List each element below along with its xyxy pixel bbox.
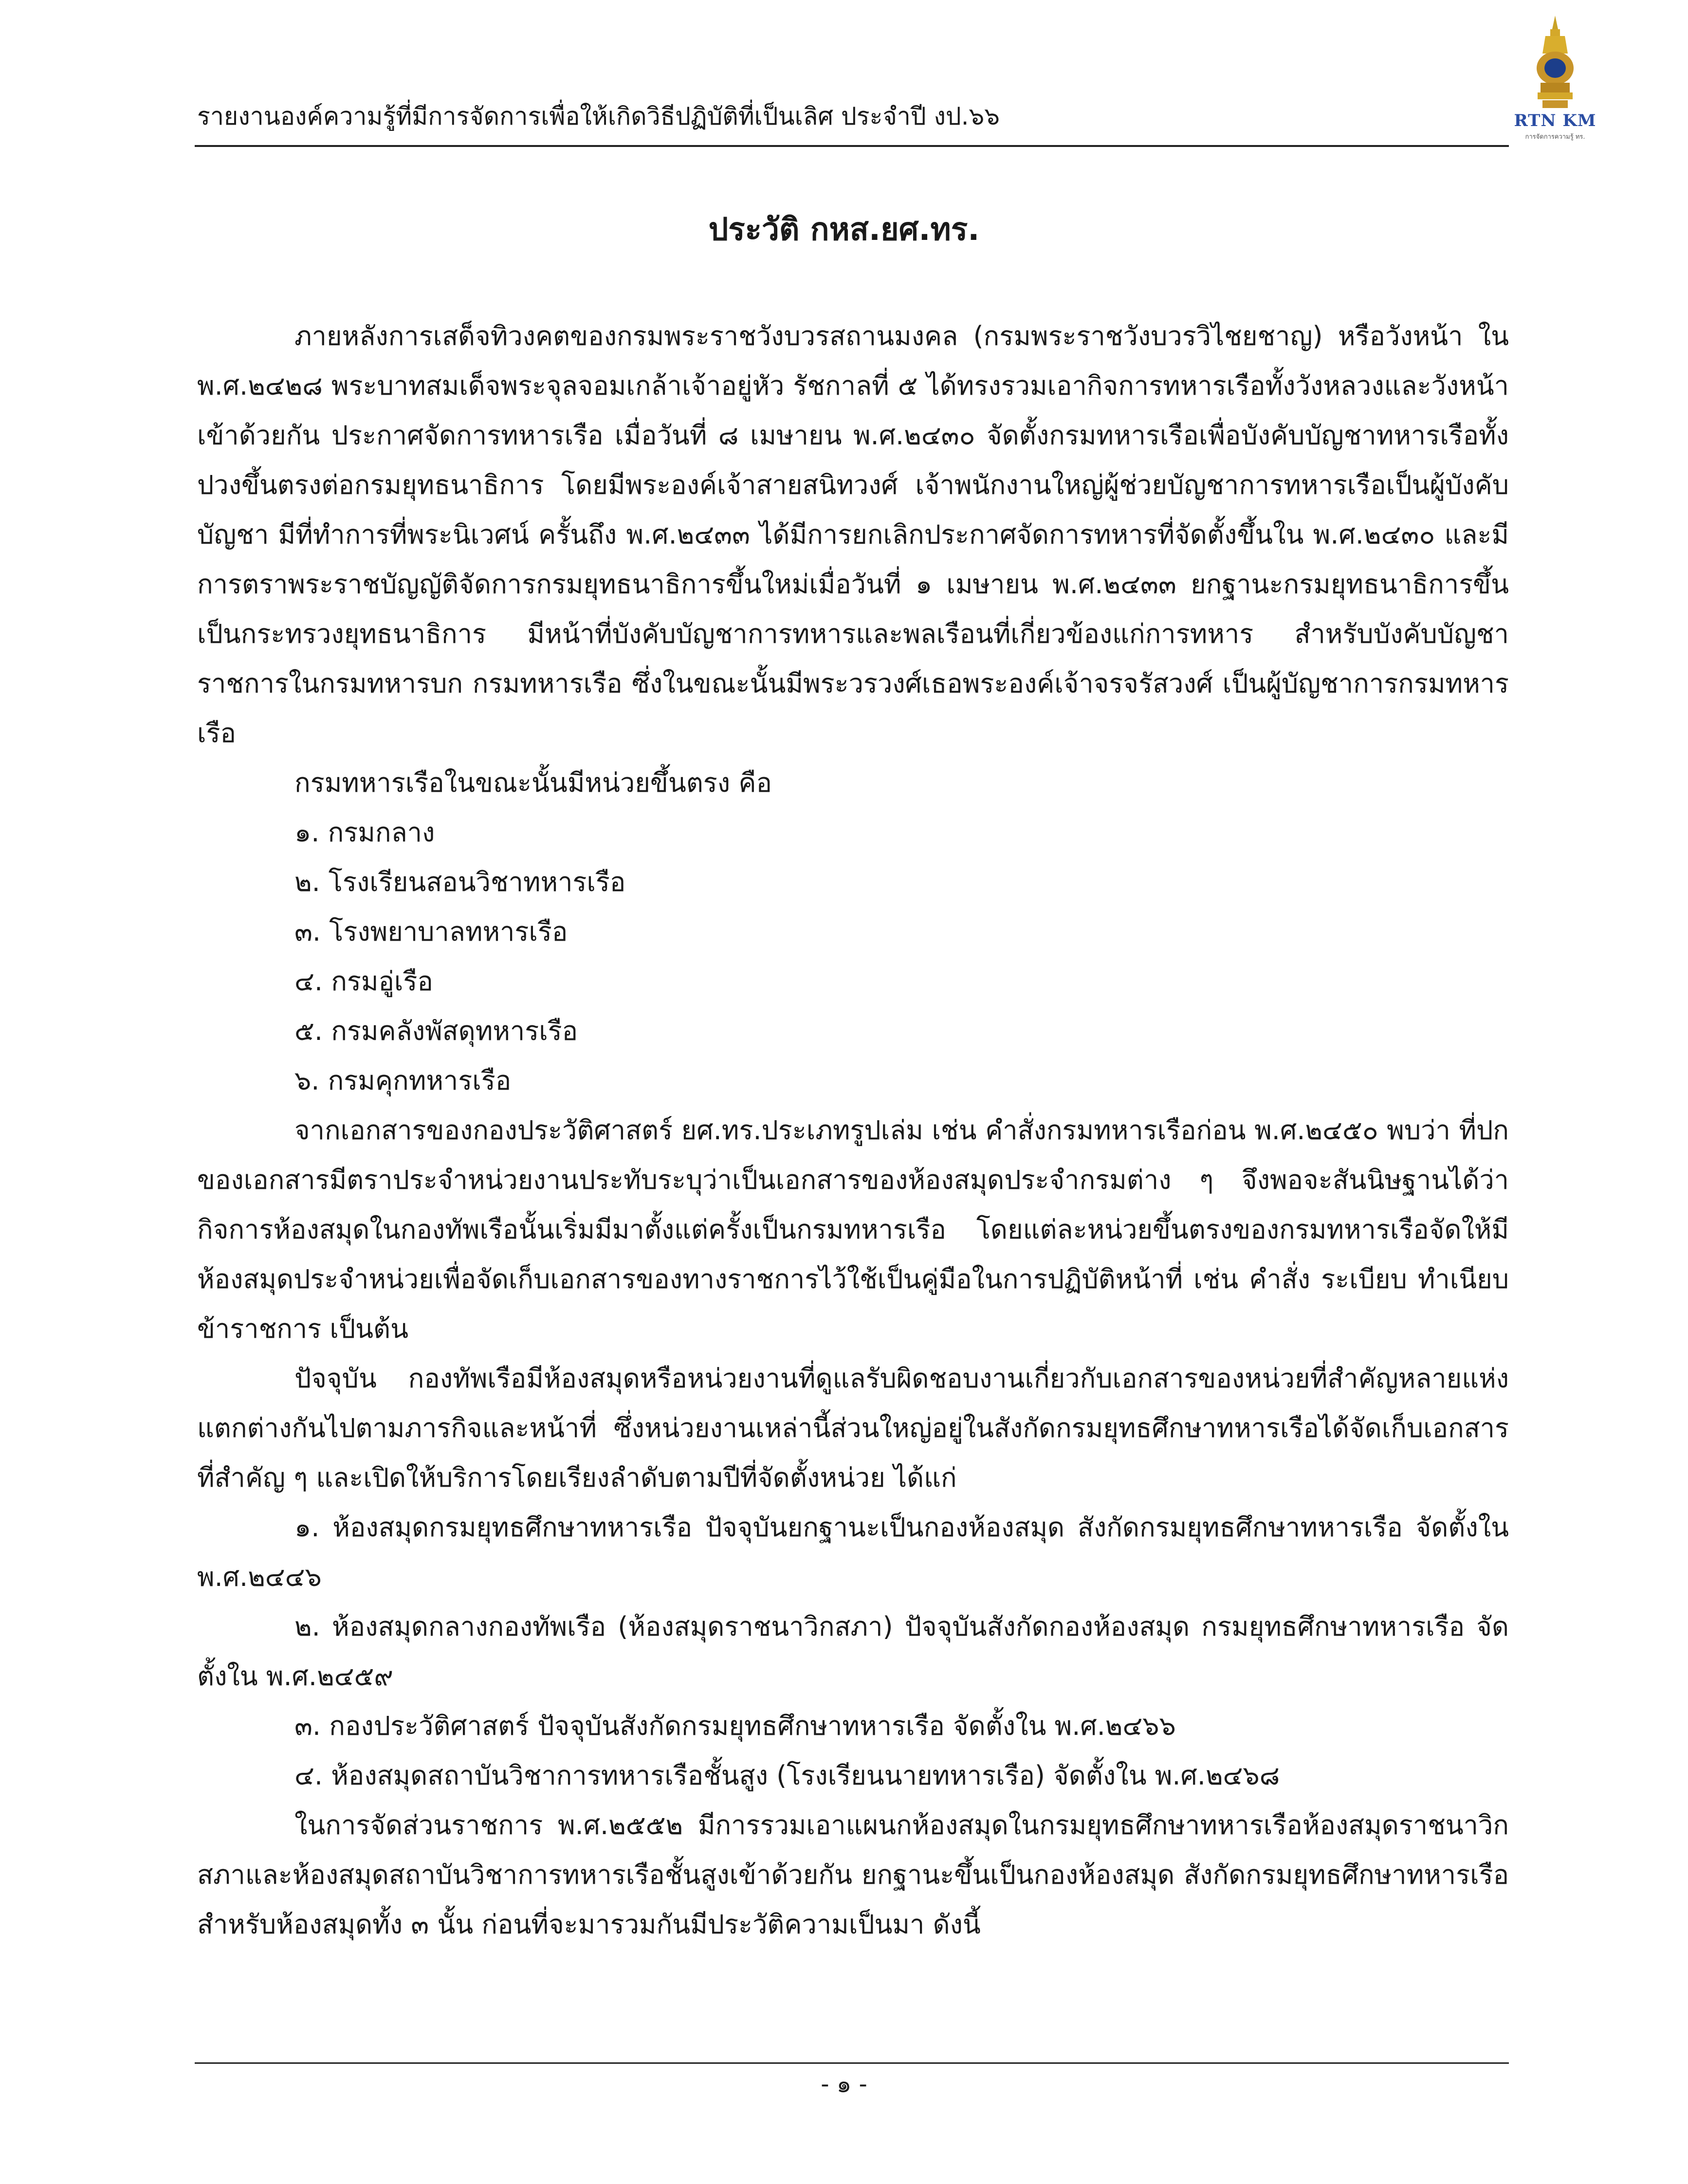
paragraph-units-intro: กรมทหารเรือในขณะนั้นมีหน่วยขึ้นตรง คือ — [294, 767, 772, 798]
page-header-title: รายงานองค์ความรู้ที่มีการจัดการเพื่อให้เกิดวิธีปฏิบัติที่เป็นเลิศ ประจำปี งป.๖๖ — [197, 102, 1000, 130]
paragraph-library-origin: จากเอกสารของกองประวัติศาสตร์ ยศ.ทร.ประเภทรูปเล่ม เช่น คำสั่งกรมทหารเรือก่อน พ.ศ.๒๔๕๐ พบว่า ที่ปกของเอกสารมีตราประจำหน่วยงานประทับระบุว่าเป็นเอกสารของห้องสมุดประจำกรมต่าง ๆ จึงพอจะสันนิษฐานได้ว่า กิจการห้องสมุดในกองทัพเรือนั้นเริ่มมีมาตั้งแต่ครั้งเป็นกรมทหารเรือ โดยแต่ละหน่วยขึ้นตรงของกรมทหารเรือจัดให้มีห้องสมุดประจำหน่วยเพื่อจัดเก็บเอกสารของทางราชการไว้ใช้เป็นคู่มือในการปฏิบัติหน้าที่ เช่น คำสั่ง ระเบียบ ทำเนียบข้าราชการ เป็นต้น — [197, 1115, 1509, 1344]
unit-list-item: ๒. โรงเรียนสอนวิชาทหารเรือ — [294, 867, 626, 897]
header-divider — [195, 145, 1509, 147]
library-list-item: ๔. ห้องสมุดสถาบันวิชาการทหารเรือชั้นสูง (โรงเรียนนายทหารเรือ) จัดตั้งใน พ.ศ.๒๔๖๘ — [294, 1760, 1280, 1791]
unit-list-item: ๖. กรมคุกทหารเรือ — [294, 1065, 512, 1096]
page-number: - ๑ - — [821, 2071, 867, 2098]
library-list-item: ๒. ห้องสมุดกลางกองทัพเรือ (ห้องสมุดราชนาวิกสภา) ปัจจุบันสังกัดกองห้องสมุด กรมยุทธศึกษาทหารเรือ จัดตั้งใน พ.ศ.๒๔๕๙ — [197, 1611, 1509, 1692]
paragraph-current-libraries: ปัจจุบัน กองทัพเรือมีห้องสมุดหรือหน่วยงานที่ดูแลรับผิดชอบงานเกี่ยวกับเอกสารของหน่วยที่สำคัญหลายแห่งแตกต่างกันไปตามภารกิจและหน้าที่ ซึ่งหน่วยงานเหล่านี้ส่วนใหญ่อยู่ในสังกัดกรมยุทธศึกษาทหารเรือได้จัดเก็บเอกสารที่สำคัญ ๆ และเปิดให้บริการโดยเรียงลำดับตามปีที่จัดตั้งหน่วย ได้แก่ — [197, 1363, 1509, 1493]
unit-list-item: ๔. กรมอู่เรือ — [294, 966, 433, 997]
royal-crown-emblem-icon — [1531, 15, 1579, 112]
library-list-item: ๓. กองประวัติศาสตร์ ปัจจุบันสังกัดกรมยุทธศึกษาทหารเรือ จัดตั้งใน พ.ศ.๒๔๖๖ — [294, 1711, 1176, 1741]
unit-list-item: ๓. โรงพยาบาลทหารเรือ — [294, 916, 568, 947]
unit-list-item: ๑. กรมกลาง — [294, 817, 435, 848]
footer-divider — [195, 2062, 1509, 2064]
unit-list-item: ๕. กรมคลังพัสดุทหารเรือ — [294, 1016, 578, 1046]
logo-subtext: การจัดการความรู้ ทร. — [1525, 133, 1585, 141]
logo-text: RTN KM — [1514, 111, 1596, 130]
rtn-km-logo — [1506, 15, 1604, 141]
library-list-item: ๑. ห้องสมุดกรมยุทธศึกษาทหารเรือ ปัจจุบันยกฐานะเป็นกองห้องสมุด สังกัดกรมยุทธศึกษาทหารเรือ จัดตั้งใน พ.ศ.๒๔๔๖ — [197, 1512, 1509, 1592]
document-title: ประวัติ กหส.ยศ.ทร. — [708, 212, 980, 248]
paragraph-history-intro: ภายหลังการเสด็จทิวงคตของกรมพระราชวังบวรสถานมงคล (กรมพระราชวังบวรวิไชยชาญ) หรือวังหน้า ใน พ.ศ.๒๔๒๘ พระบาทสมเด็จพระจุลจอมเกล้าเจ้าอยู่หัว รัชกาลที่ ๕ ได้ทรงรวมเอากิจการทหารเรือทั้งวังหลวงและวังหน้าเข้าด้วยกัน ประกาศจัดการทหารเรือ เมื่อวันที่ ๘ เมษายน พ.ศ.๒๔๓๐ จัดตั้งกรมทหารเรือเพื่อบังคับบัญชาทหารเรือทั้งปวงขึ้นตรงต่อกรมยุทธนาธิการ โดยมีพระองค์เจ้าสายสนิทวงศ์ เจ้าพนักงานใหญ่ผู้ช่วยบัญชาการทหารเรือเป็นผู้บังคับบัญชา มีที่ทำการที่พระนิเวศน์ ครั้นถึง พ.ศ.๒๔๓๓ ได้มีการยกเลิกประกาศจัดการทหารที่จัดตั้งขึ้นใน พ.ศ.๒๔๓๐ และมีการตราพระราชบัญญัติจัดการกรมยุทธนาธิการขึ้นใหม่เมื่อวันที่ ๑ เมษายน พ.ศ.๒๔๓๓ ยกฐานะกรมยุทธนาธิการขึ้นเป็นกระทรวงยุทธนาธิการ มีหน้าที่บังคับบัญชาการทหารและพลเรือนที่เกี่ยวข้องแก่การทหาร สำหรับบังคับบัญชาราชการในกรมทหารบก กรมทหารเรือ ซึ่งในขณะนั้นมีพระวรวงศ์เธอพระองค์เจ้าจรจรัสวงศ์ เป็นผู้บัญชาการกรมทหารเรือ — [197, 321, 1509, 748]
paragraph-merger: ในการจัดส่วนราชการ พ.ศ.๒๕๕๒ มีการรวมเอาแผนกห้องสมุดในกรมยุทธศึกษาทหารเรือห้องสมุดราชนาวิกสภาและห้องสมุดสถาบันวิชาการทหารเรือชั้นสูงเข้าด้วยกัน ยกฐานะขึ้นเป็นกองห้องสมุด สังกัดกรมยุทธศึกษาทหารเรือ สำหรับห้องสมุดทั้ง ๓ นั้น ก่อนที่จะมารวมกันมีประวัติความเป็นมา ดังนี้ — [197, 1810, 1509, 1940]
